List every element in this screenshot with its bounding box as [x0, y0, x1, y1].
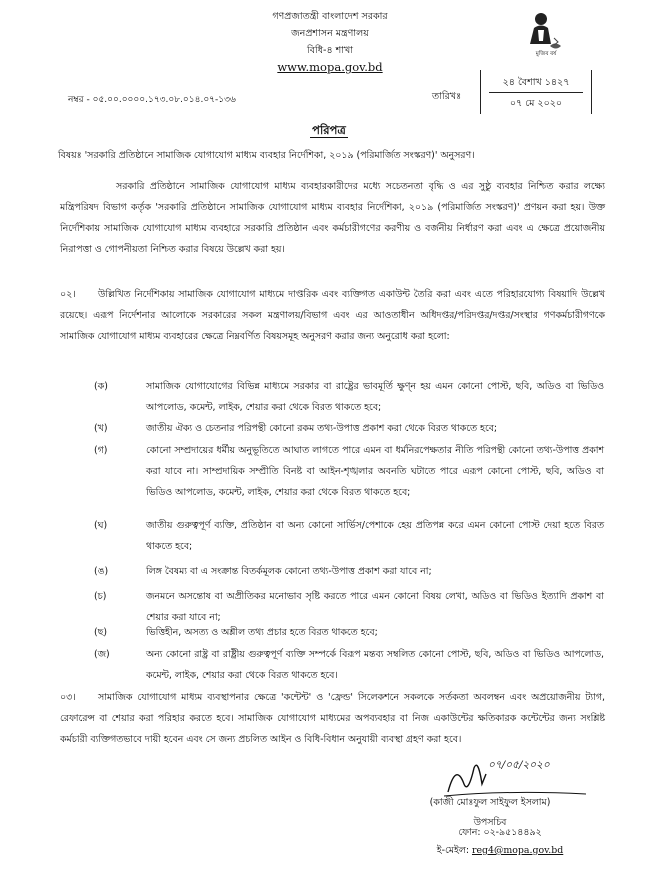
subject-line: বিষয়ঃ 'সরকারি প্রতিষ্ঠানে সামাজিক যোগাযোগ মাধ্যম ব্যবহার নির্দেশিকা, ২০১৯ (পরিমার্জিত সংস্করণ)' অনুসরণ।	[58, 150, 475, 161]
memo-number: নম্বর - ০৫.০০.০০০০.১৭৩.০৮.০১৪.০৭-১৩৬	[68, 95, 236, 105]
date-gregorian: ০৭ মে ২০২০	[509, 98, 563, 109]
phone-number: ফোন: ০২-৯৫১৪৪৯২	[458, 827, 542, 838]
email-label: ই-মেইল:	[436, 845, 469, 856]
date-box	[480, 70, 592, 114]
list-item-label: (ঙ)	[94, 566, 109, 577]
signatory-name: (কাজী মোঃফুল সাইফুল ইসলাম)	[429, 797, 551, 808]
contact-block	[380, 824, 620, 860]
signature-date: ০৭/০৫/২০২০	[488, 759, 550, 771]
list-item-text: অন্য কোনো রাষ্ট্র বা রাষ্ট্রীয় গুরুত্বপূর্ণ ব্যক্তি সম্পর্কে বিরূপ মন্তব্য সম্বলিত কোনো পোস্ট, ছবি, অডিও বা ভিডিও আপলোড, কমেন্ট, লাইক, শেয়ার করা থেকে বিরত থাকতে হবে।	[146, 649, 604, 681]
government-name: গণপ্রজাতন্ত্রী বাংলাদেশ সরকার	[272, 11, 388, 22]
mujib-borsho-logo-icon	[524, 8, 568, 58]
signatory-designation: উপসচিব	[473, 817, 507, 828]
date-bengali: ২৪ বৈশাখ ১৪২৭	[502, 77, 570, 88]
list-item-text: লিঙ্গ বৈষম্য বা এ সংক্রান্ত বিতর্কমূলক কোনো তথ্য-উপাত্ত প্রকাশ করা যাবে না;	[146, 566, 432, 577]
list-item-label: (গ)	[94, 445, 108, 456]
paragraph-3	[60, 687, 605, 750]
paragraph-3-text: সামাজিক যোগাযোগ মাধ্যম ব্যবস্থাপনার ক্ষেত্রে 'কন্টেন্ট' ও 'ফ্রেন্ড' সিলেকশনে সকলকে সর্তকতা অবলম্বন এবং অপ্রয়োজনীয় ট্যাগ, রেফারেন্স বা শেয়ার করা পরিহার করতে হবে। সামাজিক যোগাযোগ মাধ্যমের অপব্যবহার বা নিজ একাউন্টের ক্ষতিকারক কন্টেন্টের জন্য সংশ্লিষ্ট কর্মচারী ব্যক্তিগতভাবে দায়ী হবেন এবং সে জন্য প্রচলিত আইন ও বিধি-বিধান অনুযায়ী ব্যবস্থা গ্রহণ করা হবে।	[60, 692, 605, 745]
paragraph-2-number: ০২।	[60, 289, 76, 300]
date-label: তারিখঃ	[432, 91, 462, 102]
list-item-text: ভিত্তিহীন, অসত্য ও অশ্লীল তথ্য প্রচার হতে বিরত থাকতে হবে;	[146, 627, 378, 638]
website-link[interactable]: www.mopa.gov.bd	[277, 60, 383, 74]
paragraph-1: সরকারি প্রতিষ্ঠানে সামাজিক যোগাযোগ মাধ্যম ব্যবহারকারীদের মধ্যে সচেতনতা বৃদ্ধি ও এর সুষ্ঠু ব্যবহার নিশ্চিত করার লক্ষ্যে মন্ত্রিপরিষদ বিভাগ কর্তৃক 'সরকারি প্রতিষ্ঠানে সামাজিক যোগাযোগ মাধ্যম ব্যবহার নির্দেশিকা, ২০১৯ (পরিমার্জিত সংস্করণ)' প্রণয়ন করা হয়। উক্ত নির্দেশিকায় সামাজিক যোগাযোগ মাধ্যম ব্যবহারে সরকারি প্রতিষ্ঠান এবং কর্মচারীগণের করণীয় ও বর্জনীয় নির্ধারণ করা এবং এ ক্ষেত্রে প্রয়োজনীয় নিরাপত্তা ও গোপনীয়তা নিশ্চিত করার বিষয়ে উল্লেখ করা হয়।	[60, 181, 605, 255]
document-title: পরিপত্র	[312, 123, 346, 137]
list-item-label: (খ)	[94, 423, 108, 434]
email-link[interactable]: reg4@mopa.gov.bd	[471, 845, 564, 856]
ministry-name: জনপ্রশাসন মন্ত্রণালয়	[291, 28, 369, 39]
logo-caption: মুজিব বর্ষ	[535, 51, 557, 57]
branch-name: বিধি-৪ শাখা	[306, 45, 354, 56]
list-item-text: জাতীয় গুরুত্বপূর্ণ ব্যক্তি, প্রতিষ্ঠান বা অন্য কোনো সার্ভিস/পেশাকে হেয় প্রতিপন্ন করে এমন কোনো পোস্ট দেয়া হতে বিরত থাকতে হবে;	[146, 520, 604, 552]
list-item-label: (ক)	[94, 381, 108, 392]
list-item-label: (ছ)	[94, 627, 107, 638]
paragraph-2-text: উল্লিখিত নির্দেশিকায় সামাজিক যোগাযোগ মাধ্যমে দাপ্তরিক এবং ব্যক্তিগত একাউন্ট তৈরি করা এবং এতে পরিহারযোগ্য বিষয়াদি উল্লেখ রয়েছে। এরূপ নির্দেশনার আলোকে সরকারের সকল মন্ত্রণালয়/বিভাগ এবং এর আওতাধীন অধিদপ্তর/পরিদপ্তর/দপ্তর/সংস্থার গণকর্মচারীগণকে সামাজিক যোগাযোগ মাধ্যম ব্যবহারের ক্ষেত্রে নিম্নবর্ণিত বিষয়সমূহ অনুসরণ করার জন্য অনুরোধ করা হলো:	[60, 289, 605, 342]
email-line	[380, 842, 620, 860]
list-item-text: জনমনে অসন্তোষ বা অপ্রীতিকর মনোভাব সৃষ্টি করতে পারে এমন কোনো বিষয় লেখা, অডিও বা ভিডিও ইত্যাদি প্রকাশ বা শেয়ার করা যাবে না;	[146, 591, 604, 623]
paragraph-3-number: ০৩।	[60, 692, 76, 703]
list-item-text: জাতীয় ঐক্য ও চেতনার পরিপন্থী কোনো রকম তথ্য-উপাত্ত প্রকাশ করা থেকে বিরত থাকতে হবে;	[146, 423, 498, 434]
list-item-text: সামাজিক যোগাযোগের বিভিন্ন মাধ্যমে সরকার বা রাষ্ট্রের ভাবমূর্তি ক্ষুণ্ন হয় এমন কোনো পোস্ট, ছবি, অডিও বা ভিডিও আপলোড, কমেন্ট, লাইক, শেয়ার করা থেকে বিরত থাকতে হবে;	[146, 381, 604, 413]
list-item-label: (ঘ)	[94, 520, 108, 531]
list-item-label: (জ)	[94, 649, 110, 660]
letterhead	[150, 8, 510, 76]
list-item-text: কোনো সম্প্রদায়ের ধর্মীয় অনুভূতিতে আঘাত লাগতে পারে এমন বা ধর্মনিরপেক্ষতার নীতি পরিপন্থী কোনো তথ্য-উপাত্ত প্রকাশ করা যাবে না। সাম্প্রদায়িক সম্প্রীতি বিনষ্ট বা আইন-শৃঙ্খলার অবনতি ঘটাতে পারে এরূপ কোনো পোস্ট, ছবি, অডিও বা ভিডিও আপলোড, কমেন্ট, লাইক, শেয়ার করা থেকে বিরত থাকতে হবে;	[146, 445, 604, 498]
paragraph-2	[60, 284, 605, 347]
list-item-label: (চ)	[94, 591, 107, 602]
